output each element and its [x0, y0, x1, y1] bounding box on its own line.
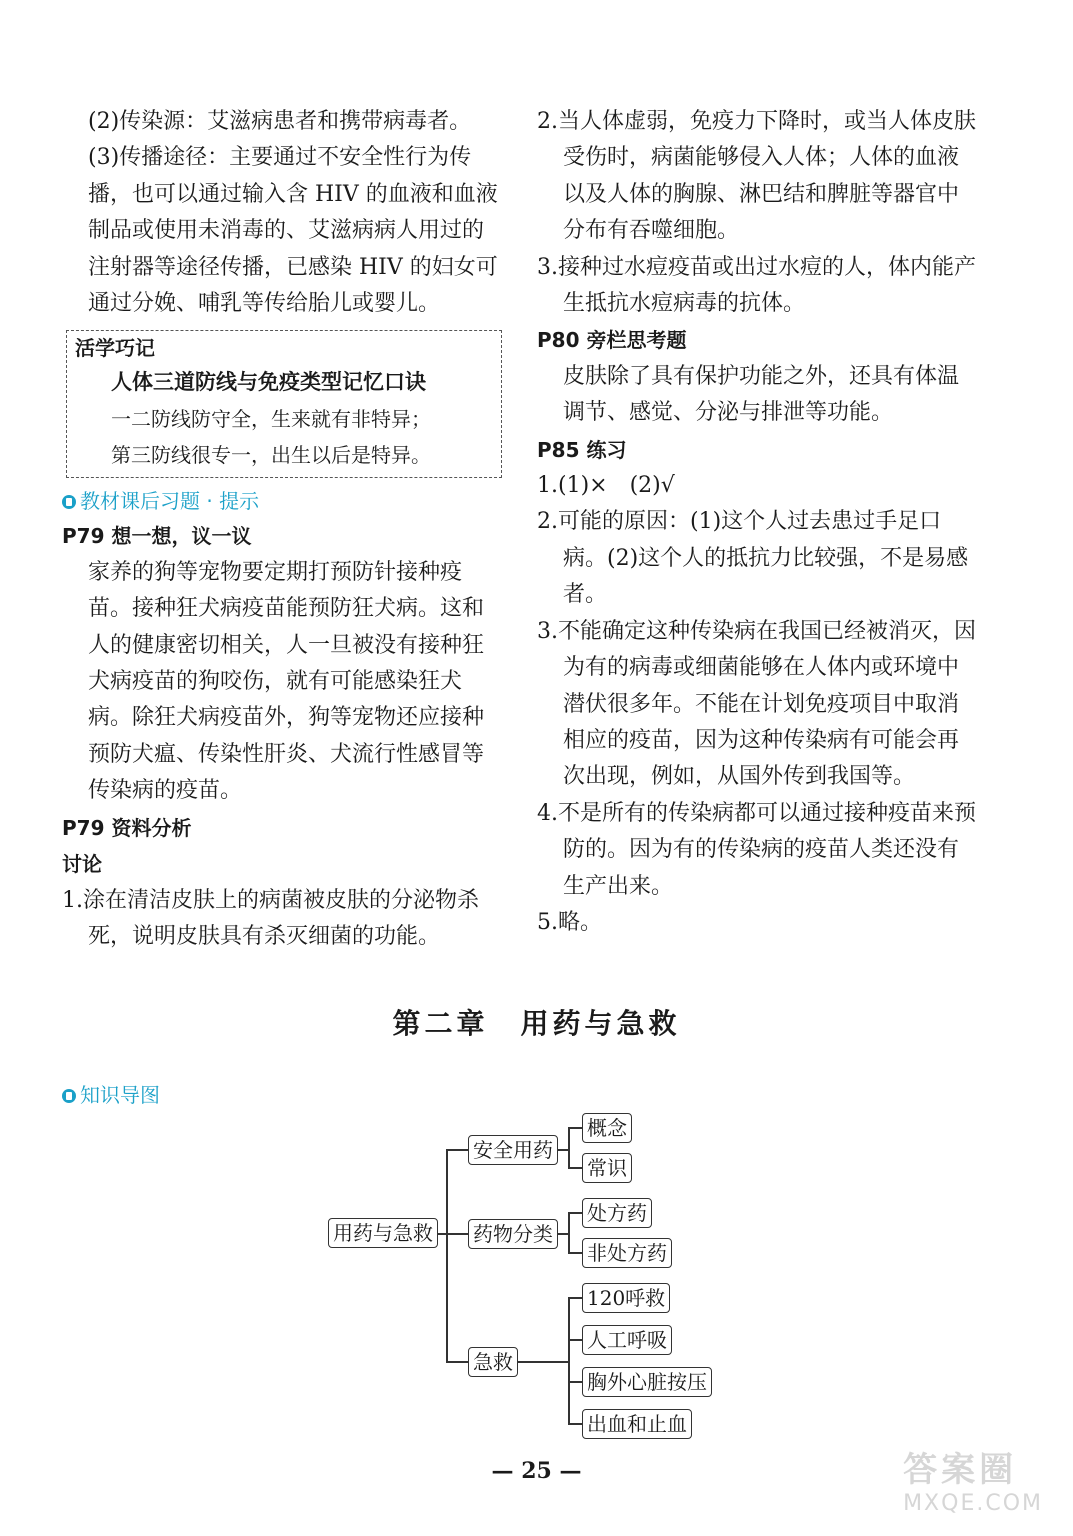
answer-item: 3.不能确定这种传染病在我国已经被消灭，因为有的病毒或细菌能够在人体内或环境中潜伏很多年。不能在计划免疫项目中取消相应的疫苗，因为这种传染病有可能会再次出现，例如，从国外传到我国等。 — [537, 618, 976, 790]
map-node: 出血和止血 — [582, 1409, 692, 1439]
answer-item: 2.当人体虚弱，免疫力下降时，或当人体皮肤受伤时，病菌能够侵入人体；人体的血液以及人体的胸腺、淋巴结和脾脏等器官中分布有吞噬细胞。 — [537, 109, 976, 244]
connector — [568, 1127, 582, 1129]
paragraph: 家养的狗等宠物要定期打预防针接种疫苗。接种狂犬病疫苗能预防狂犬病。这和人的健康密切相关，人一旦被没有接种狂犬病疫苗的狗咬伤，就有可能感染狂犬病。除狂犬病疫苗外，狗等宠物还应接种预防犬瘟、传染性肝炎、犬流行性感冒等传染病的疫苗。 — [88, 559, 485, 804]
connector — [568, 1297, 582, 1299]
connector — [446, 1149, 448, 1363]
map-node: 概念 — [582, 1113, 632, 1143]
section-heading: 知识导图 — [62, 1078, 160, 1112]
question-heading: P80 旁栏思考题 — [537, 328, 687, 353]
paragraph: 皮肤除了具有保护功能之外，还具有体温调节、感觉、分泌与排泄等功能。 — [563, 363, 960, 426]
connector — [568, 1252, 582, 1254]
book-icon — [62, 1089, 76, 1103]
answer-item: 1.涂在清洁皮肤上的病菌被皮肤的分泌物杀死，说明皮肤具有杀灭细菌的功能。 — [62, 887, 479, 949]
map-node: 人工呼吸 — [582, 1325, 672, 1355]
connector — [568, 1297, 570, 1425]
map-node: 常识 — [582, 1153, 632, 1183]
answer-item: 2.可能的原因：(1)这个人过去患过手足口病。(2)这个人的抵抗力比较强，不是易感者。 — [537, 509, 969, 608]
map-node: 急救 — [468, 1347, 518, 1377]
map-node: 120呼救 — [582, 1283, 670, 1313]
map-node: 安全用药 — [468, 1135, 558, 1165]
connector — [446, 1233, 468, 1235]
question-heading: P79 资料分析 — [62, 815, 192, 840]
right-column — [537, 104, 977, 941]
connector — [446, 1361, 468, 1363]
connector — [568, 1167, 582, 1169]
memory-tip-box — [66, 330, 502, 478]
answer-item: 1.(1)× (2)√ — [537, 473, 675, 499]
answer-item: 3.接种过水痘疫苗或出过水痘的人，体内能产生抵抗水痘病毒的抗体。 — [537, 254, 976, 317]
connector — [568, 1212, 570, 1254]
question-heading: P85 练习 — [537, 437, 627, 462]
connector — [518, 1361, 568, 1363]
box-subtitle: 人体三道防线与免疫类型记忆口诀 — [111, 370, 426, 395]
section-heading: 教材课后习题 · 提示 — [62, 484, 502, 518]
answer-item: 5.略。 — [537, 909, 602, 935]
book-icon — [62, 495, 76, 509]
box-title: 活学巧记 — [75, 336, 155, 361]
paragraph: (2)传染源：艾滋病患者和携带病毒者。 — [88, 109, 472, 134]
map-node: 非处方药 — [582, 1238, 672, 1268]
question-heading: P79 想一想，议一议 — [62, 524, 252, 549]
left-column — [62, 104, 502, 955]
question-heading: 讨论 — [62, 852, 102, 877]
connector — [568, 1423, 582, 1425]
chapter-title: 第二章 用药与急救 — [392, 1007, 681, 1040]
map-node: 胸外心脏按压 — [582, 1367, 712, 1397]
map-node: 药物分类 — [468, 1219, 558, 1249]
connector — [568, 1127, 570, 1169]
paragraph: (3)传播途径：主要通过不安全性行为传播，也可以通过输入含 HIV 的血液和血液制品或使用未消毒的、艾滋病病人用过的注射器等途径传播，已感染 HIV 的妇女可通过分娩、哺乳等传给胎儿或婴儿。 — [88, 145, 498, 317]
page-number: — 25 — — [491, 1458, 582, 1484]
box-line: 一二防线防守全，生来就有非特异； — [111, 407, 431, 432]
connector — [446, 1149, 468, 1151]
watermark: 答案圈 MXQE.COM — [903, 1450, 1043, 1516]
connector — [568, 1381, 582, 1383]
connector — [568, 1339, 582, 1341]
box-line: 第三防线很专一，出生以后是特异。 — [111, 443, 431, 468]
connector — [568, 1212, 582, 1214]
map-node-root: 用药与急救 — [328, 1218, 438, 1248]
answer-item: 4.不是所有的传染病都可以通过接种疫苗来预防的。因为有的传染病的疫苗人类还没有生产出来。 — [537, 800, 976, 899]
map-node: 处方药 — [582, 1198, 652, 1228]
